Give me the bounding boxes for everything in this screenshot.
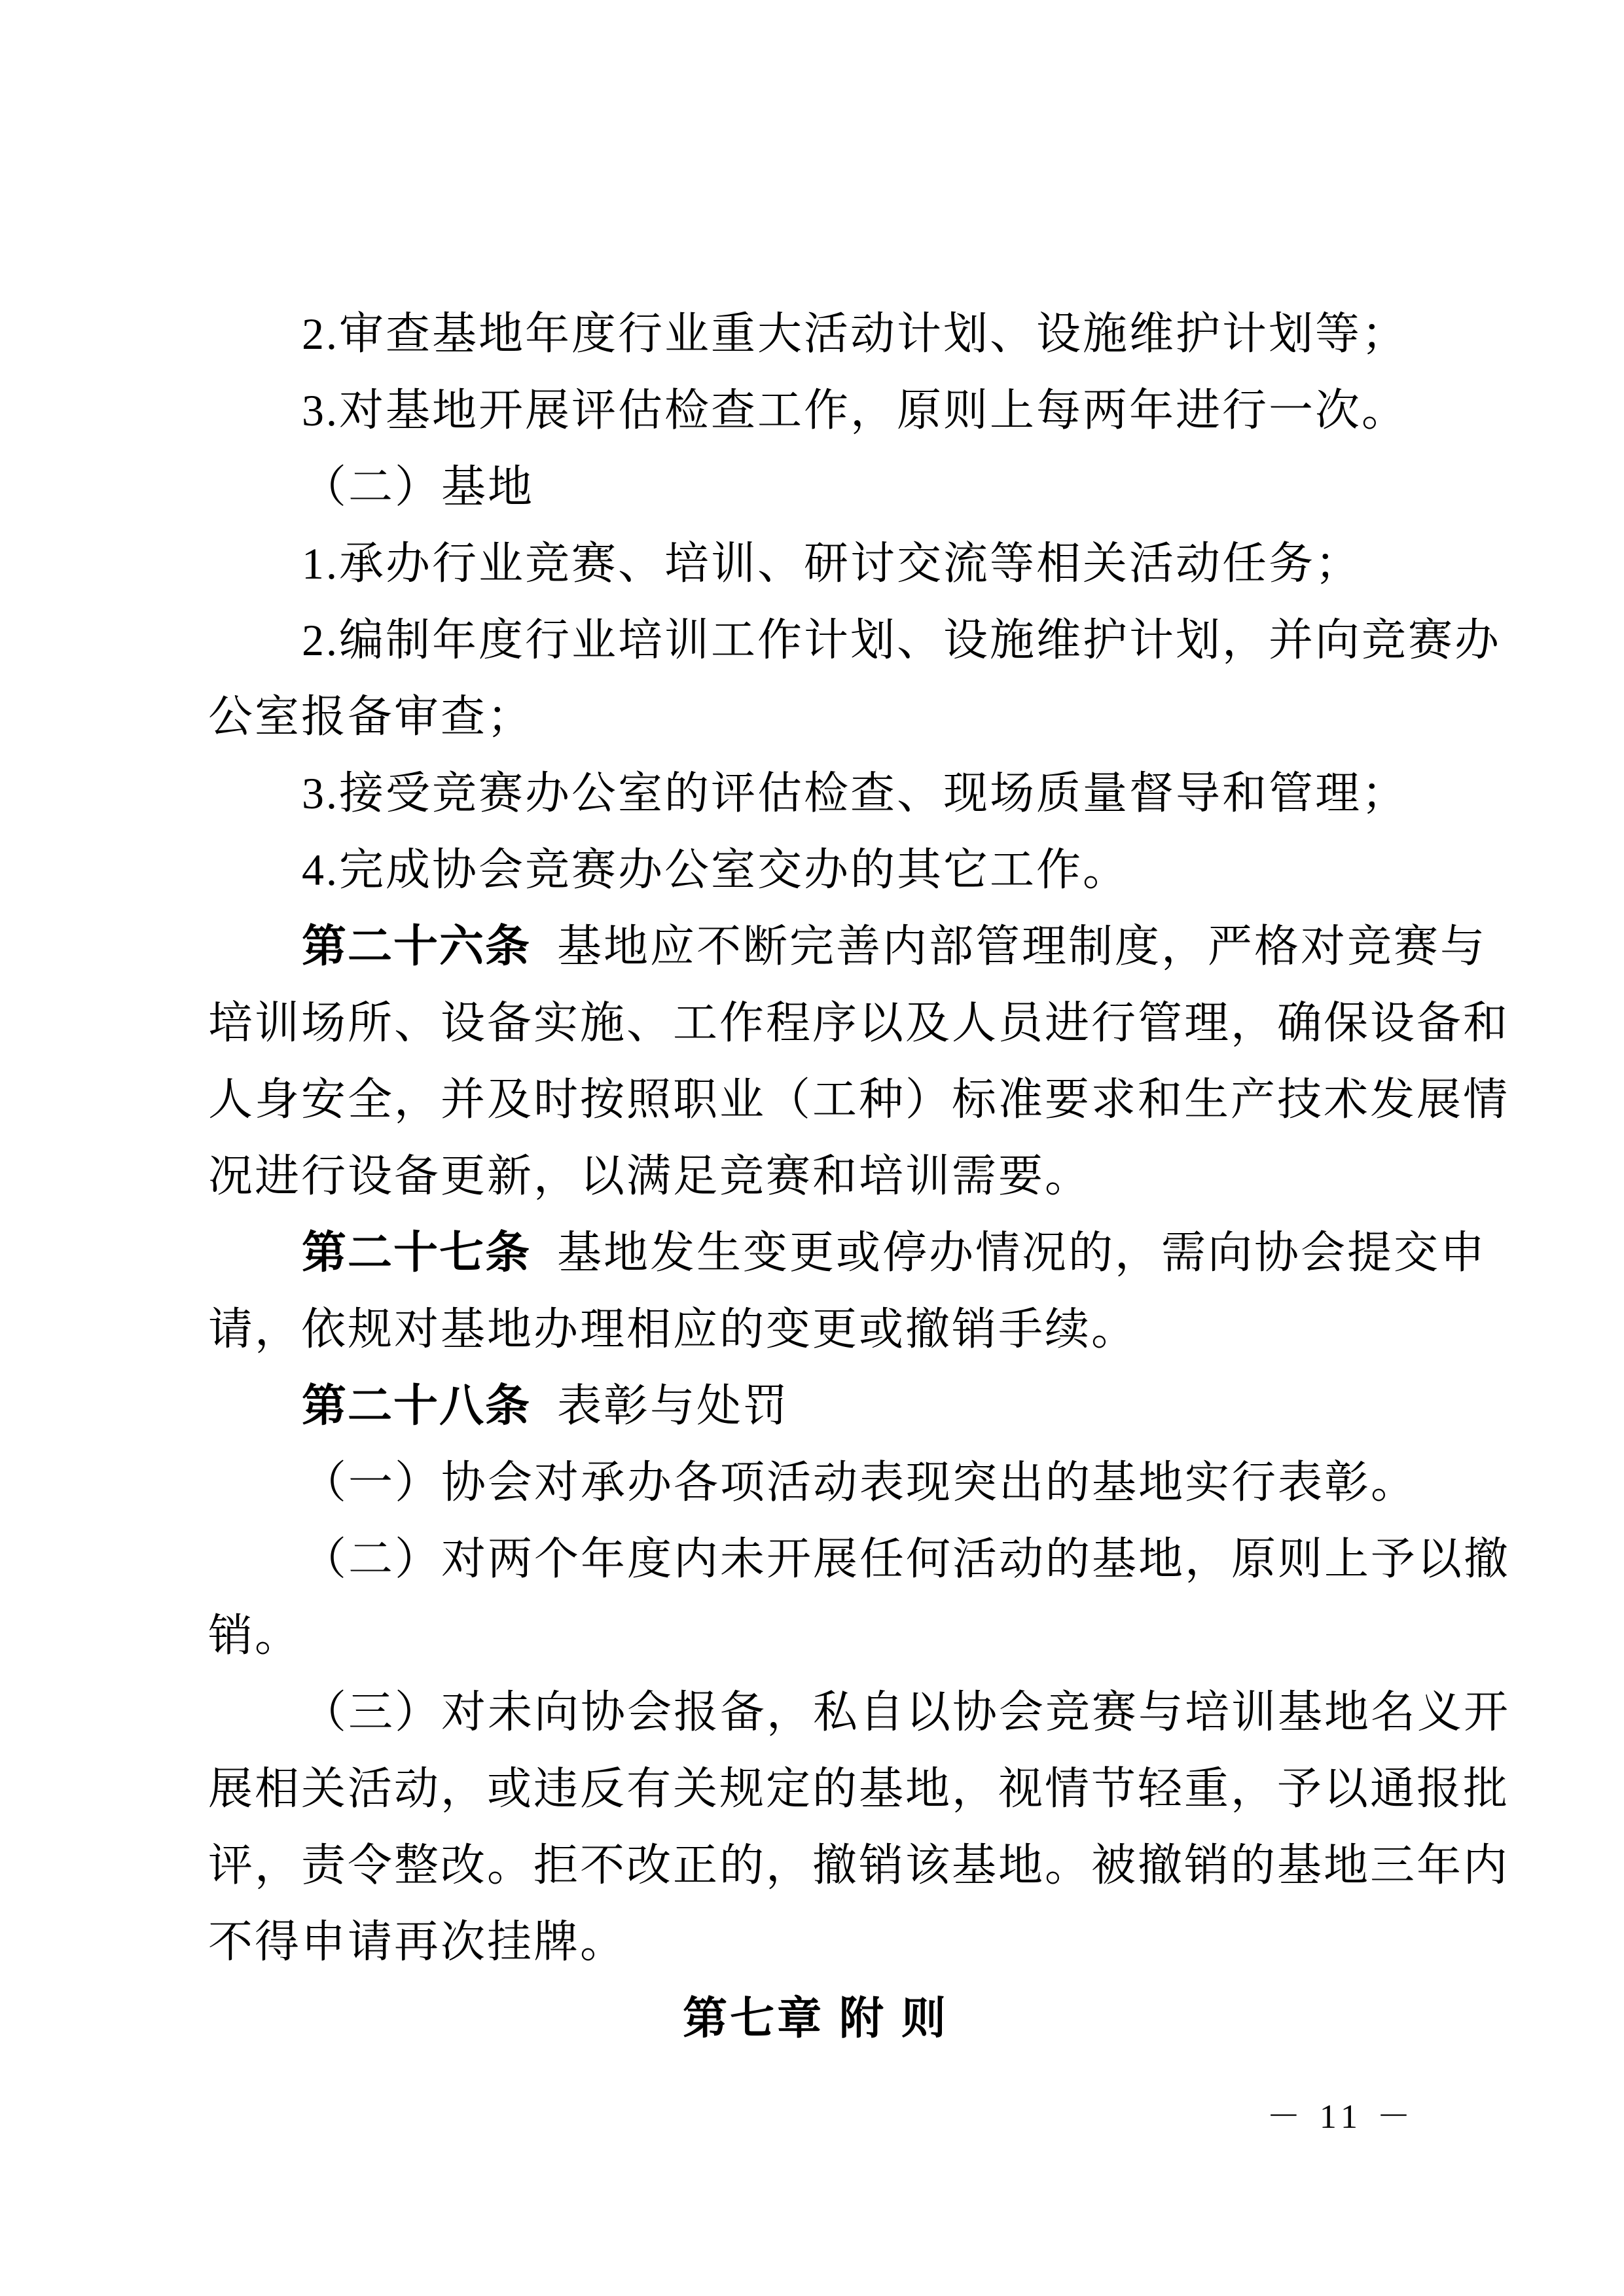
- article-number: 第二十八条: [302, 1381, 532, 1431]
- paragraph-line: （一）协会对承办各项活动表现突出的基地实行表彰。: [302, 1458, 1418, 1507]
- article-number: 第二十七条: [302, 1228, 532, 1278]
- paragraph-line: 况进行设备更新，以满足竞赛和培训需要。: [208, 1151, 1092, 1201]
- article-text: 基地应不断完善内部管理制度，严格对竞赛与: [557, 922, 1487, 971]
- article-text: 基地发生变更或停办情况的，需向协会提交申: [557, 1228, 1487, 1278]
- paragraph-line: 请，依规对基地办理相应的变更或撤销手续。: [208, 1304, 1138, 1354]
- article-text: 表彰与处罚: [557, 1381, 790, 1431]
- paragraph-line: 2.审查基地年度行业重大活动计划、设施维护计划等；: [302, 309, 1409, 359]
- page-number: － 11 －: [1266, 2098, 1416, 2136]
- paragraph-line: 展相关活动，或违反有关规定的基地，视情节轻重，予以通报批: [208, 1764, 1510, 1814]
- paragraph-line: 销。: [208, 1611, 302, 1660]
- paragraph-line: （三）对未向协会报备，私自以协会竞赛与培训基地名义开: [302, 1687, 1511, 1737]
- article-number: 第二十六条: [302, 922, 532, 971]
- paragraph-line: 3.对基地开展评估检查工作，原则上每两年进行一次。: [302, 386, 1409, 435]
- article-line: [208, 1368, 1423, 1444]
- paragraph-line: 评，责令整改。拒不改正的，撤销该基地。被撤销的基地三年内: [208, 1840, 1510, 1890]
- paragraph-line: 培训场所、设备实施、工作程序以及人员进行管理，确保设备和: [208, 998, 1510, 1048]
- document-body: [208, 296, 1511, 2057]
- paragraph-line: （二）基地: [302, 462, 535, 512]
- paragraph-line: （二）对两个年度内未开展任何活动的基地，原则上予以撤: [302, 1534, 1511, 1584]
- paragraph-line: 不得申请再次挂牌。: [208, 1917, 627, 1967]
- paragraph-line: 4.完成协会竞赛办公室交办的其它工作。: [302, 845, 1130, 895]
- paragraph-line: 人身安全，并及时按照职业（工种）标准要求和生产技术发展情: [208, 1075, 1510, 1124]
- article-line: [208, 1215, 1487, 1291]
- paragraph-line: 2.编制年度行业培训工作计划、设施维护计划，并向竞赛办: [302, 615, 1502, 665]
- paragraph-line: 3.接受竞赛办公室的评估检查、现场质量督导和管理；: [302, 768, 1409, 818]
- paragraph-line: 公室报备审查；: [208, 692, 534, 742]
- article-line: [208, 908, 1487, 985]
- chapter-heading: 第七章 附 则: [683, 1994, 948, 2043]
- paragraph-line: 1.承办行业竞赛、培训、研讨交流等相关活动任务；: [302, 539, 1362, 588]
